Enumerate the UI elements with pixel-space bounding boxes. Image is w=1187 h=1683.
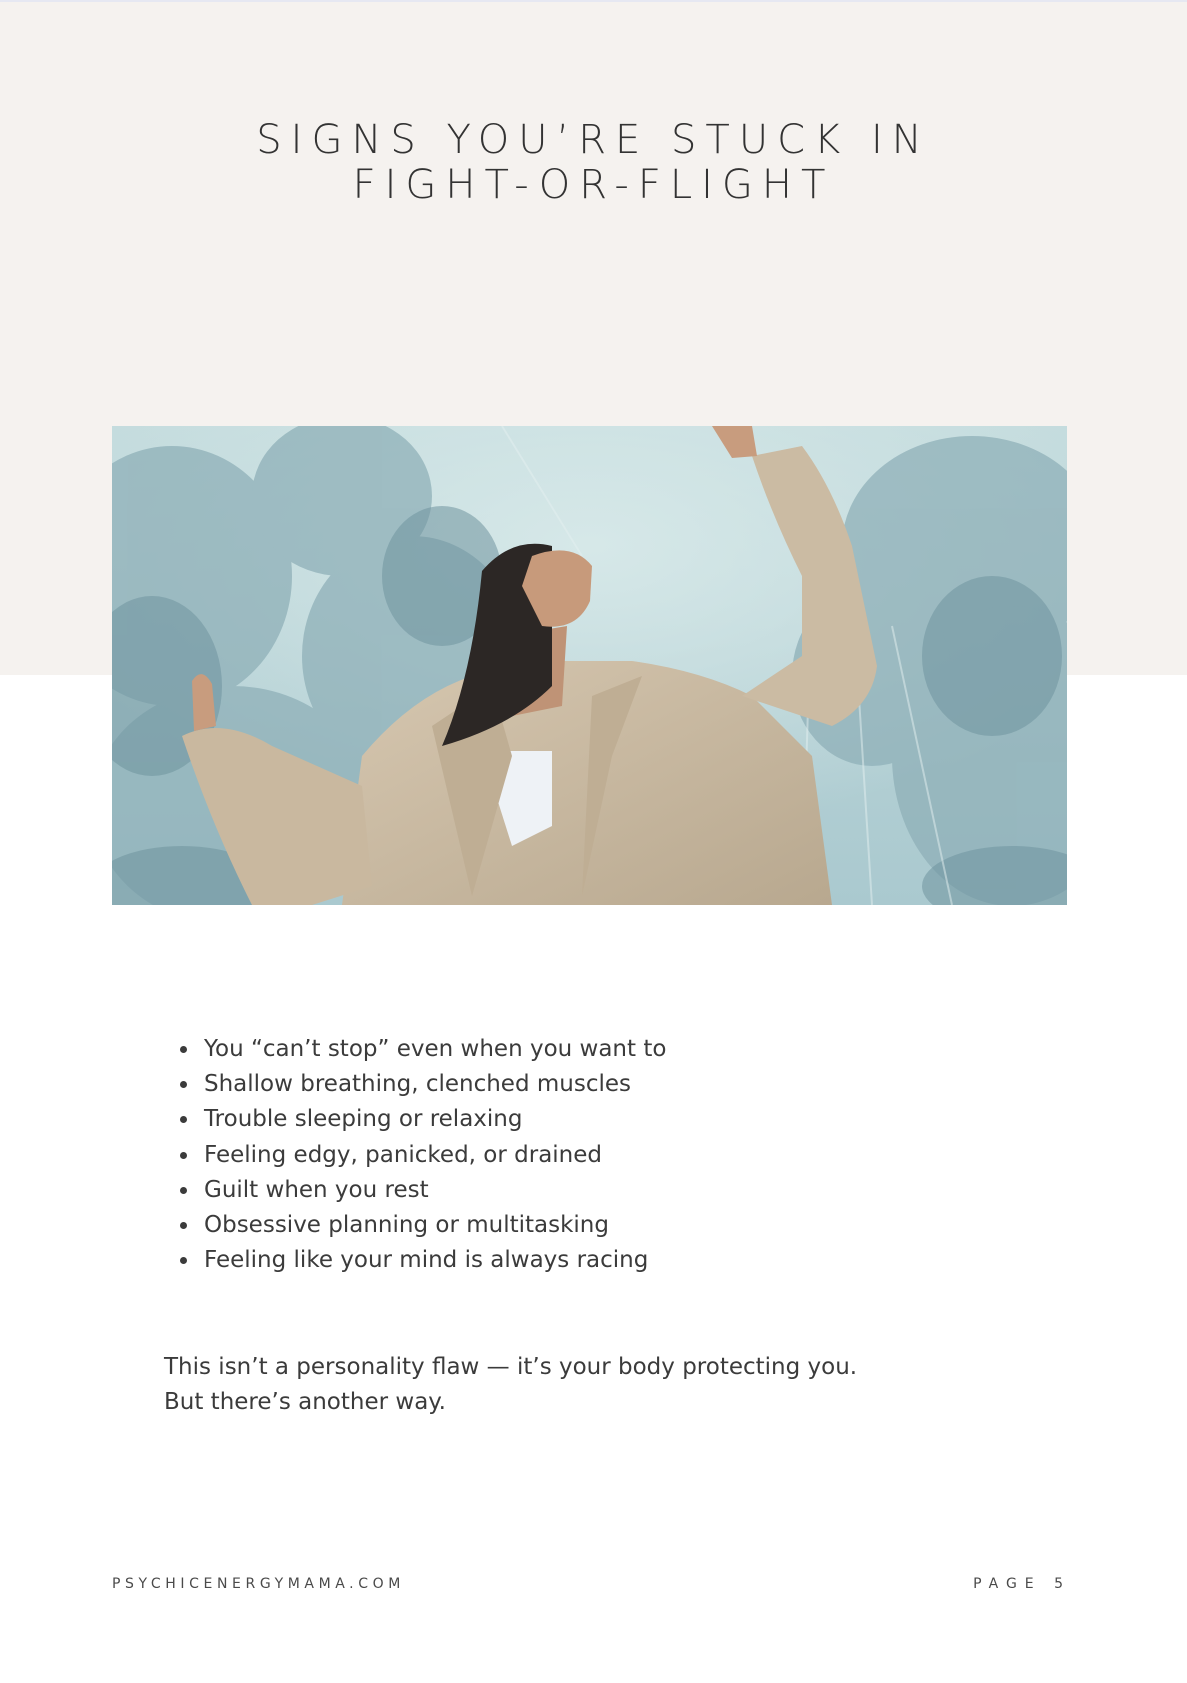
footer-site: PSYCHICENERGYMAMA.COM <box>112 1576 405 1592</box>
hero-photo <box>112 426 1067 905</box>
signs-list <box>166 1032 666 1278</box>
footer-page-number: PAGE 5 <box>973 1576 1071 1592</box>
closing-paragraph <box>164 1350 857 1420</box>
woman-under-trees-illustration <box>112 426 1067 905</box>
list-item: Guilt when you rest <box>204 1173 666 1208</box>
list-item: Feeling like your mind is always racing <box>204 1243 666 1278</box>
top-rule <box>0 0 1187 2</box>
list-item: Shallow breathing, clenched muscles <box>204 1067 666 1102</box>
page-title <box>0 118 1187 208</box>
page-title-line-1: SIGNS YOU’RE STUCK IN <box>256 117 931 163</box>
list-item: Obsessive planning or multitasking <box>204 1208 666 1243</box>
list-item: Trouble sleeping or relaxing <box>204 1102 666 1137</box>
list-item: Feeling edgy, panicked, or drained <box>204 1138 666 1173</box>
list-item: You “can’t stop” even when you want to <box>204 1032 666 1067</box>
closing-line-1: This isn’t a personality flaw — it’s your body protecting you. <box>164 1354 858 1380</box>
page-title-line-2: FIGHT-OR-FLIGHT <box>352 162 835 208</box>
closing-line-2: But there’s another way. <box>164 1389 446 1415</box>
